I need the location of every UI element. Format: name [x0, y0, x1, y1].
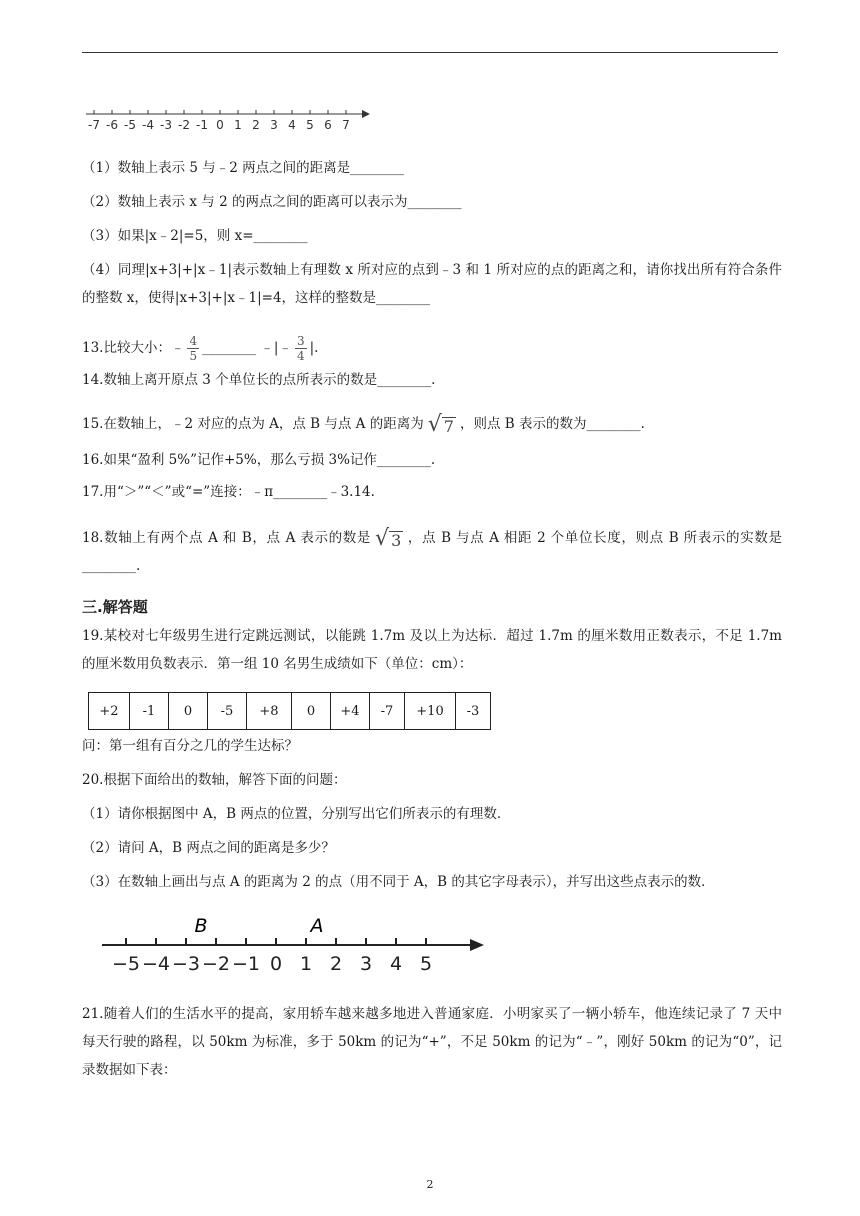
q15-prefix: 15.在数轴上，﹣2 对应的点为 A，点 B 与点 A 的距离为	[82, 416, 424, 432]
q12-part1: （1）数轴上表示 5 与﹣2 两点之间的距离是________	[82, 160, 405, 176]
tick-label: 3	[270, 118, 278, 132]
scores-table	[88, 692, 491, 730]
question-13	[82, 332, 318, 364]
q18-prefix: 18.数轴上有两个点 A 和 B，点 A 表示的数是	[82, 530, 372, 546]
q13-middle: ________ ﹣|﹣	[202, 340, 292, 356]
tick-label: −5	[111, 953, 141, 975]
table-cell: -7	[370, 693, 405, 730]
table-cell: +2	[89, 693, 130, 730]
q20-part2: （2）请问 A，B 两点之间的距离是多少？	[82, 840, 335, 856]
tick-label: 5	[306, 118, 314, 132]
header-rule	[82, 52, 778, 53]
table-cell: +4	[331, 693, 370, 730]
sqrt-7: √ 7	[427, 411, 454, 437]
question-18	[82, 524, 782, 580]
tick-label: 1	[234, 118, 242, 132]
q20-part3: （3）在数轴上画出与点 A 的距离为 2 的点（用不同于 A，B 的其它字母表示），并写出这些点表示的数．	[82, 874, 715, 890]
point-b-label: B	[194, 915, 208, 937]
number-line-1	[84, 104, 374, 134]
tick-label: -7	[88, 118, 100, 132]
tick-label: -2	[178, 118, 190, 132]
number-line-2	[100, 908, 490, 978]
q19-question: 问：第一组有百分之几的学生达标？	[82, 738, 298, 754]
table-cell: +10	[405, 693, 456, 730]
tick-label: 1	[299, 953, 313, 975]
q15-suffix: ，则点 B 表示的数为________.	[459, 416, 645, 432]
table-cell: +8	[247, 693, 292, 730]
fraction-3-4: $\frac{3}{4}$	[296, 334, 305, 363]
table-row	[89, 693, 491, 730]
tick-label: -3	[160, 118, 172, 132]
tick-label: -4	[142, 118, 154, 132]
q12-part2: （2）数轴上表示 x 与 2 的两点之间的距离可以表示为________	[82, 194, 462, 210]
table-cell: -3	[456, 693, 491, 730]
point-a-label: A	[310, 915, 324, 937]
q13-prefix: 13.比较大小：﹣	[82, 340, 185, 356]
sqrt-3: √ 3	[375, 525, 402, 551]
question-15	[82, 408, 645, 440]
tick-label: 2	[252, 118, 260, 132]
table-cell: -1	[130, 693, 169, 730]
tick-label: 4	[288, 118, 296, 132]
table-cell: 0	[169, 693, 208, 730]
q12-part3: （3）如果|x﹣2|=5，则 x=________	[82, 228, 308, 244]
table-cell: 0	[292, 693, 331, 730]
q18-suffix: ，点 B 与点 A 相距 2 个单位长度，则点 B 所表示的实数是________.	[82, 530, 782, 574]
tick-label: 2	[329, 953, 343, 975]
tick-label: 5	[419, 953, 433, 975]
tick-label: 6	[324, 118, 332, 132]
question-17: 17.用“＞”“＜”或“=”连接：﹣π________﹣3.14.	[82, 484, 375, 500]
tick-label: −2	[201, 953, 231, 975]
tick-label: -6	[106, 118, 118, 132]
tick-label: 0	[269, 953, 283, 975]
tick-label: −3	[171, 953, 201, 975]
tick-label: -5	[124, 118, 136, 132]
fraction-4-5: $\frac{4}{5}$	[189, 334, 198, 363]
table-cell: -5	[208, 693, 247, 730]
question-16: 16.如果“盈利 5%”记作+5%，那么亏损 3%记作________.	[82, 452, 436, 468]
tick-label: 4	[389, 953, 403, 975]
question-21: 21.随着人们的生活水平的提高，家用轿车越来越多地进入普通家庭．小明家买了一辆小轿车，他连续记录了 7 天中每天行驶的路程，以 50km 为标准，多于 50km 的记为“+”，不足 50km 的记为“﹣”，刚好 50km 的记为“0”，记录数据如下表：	[82, 1006, 782, 1078]
q20-intro: 20.根据下面给出的数轴，解答下面的问题：	[82, 772, 347, 788]
tick-label: -1	[196, 118, 208, 132]
tick-label: 3	[359, 953, 373, 975]
tick-label: −4	[141, 953, 171, 975]
q19-text: 19.某校对七年级男生进行定跳远测试，以能跳 1.7m 及以上为达标．超过 1.7m 的厘米数用正数表示，不足 1.7m 的厘米数用负数表示．第一组 10 名男生成绩如下（单位：cm）：	[82, 628, 782, 672]
section-heading: 三.解答题	[82, 598, 148, 616]
page-number: 2	[426, 1178, 434, 1191]
tick-label: 7	[342, 118, 350, 132]
q12-part4: （4）同理|x+3|+|x﹣1|表示数轴上有理数 x 所对应的点到﹣3 和 1 所对应的点的距离之和，请你找出所有符合条件的整数 x，使得|x+3|+|x﹣1|=4，这样的整数是________	[82, 262, 782, 306]
question-14: 14.数轴上离开原点 3 个单位长的点所表示的数是________.	[82, 372, 436, 388]
tick-label: −1	[231, 953, 261, 975]
tick-label: 0	[216, 118, 224, 132]
q20-part1: （1）请你根据图中 A，B 两点的位置，分别写出它们所表示的有理数．	[82, 806, 511, 822]
q13-suffix: |.	[309, 340, 319, 356]
